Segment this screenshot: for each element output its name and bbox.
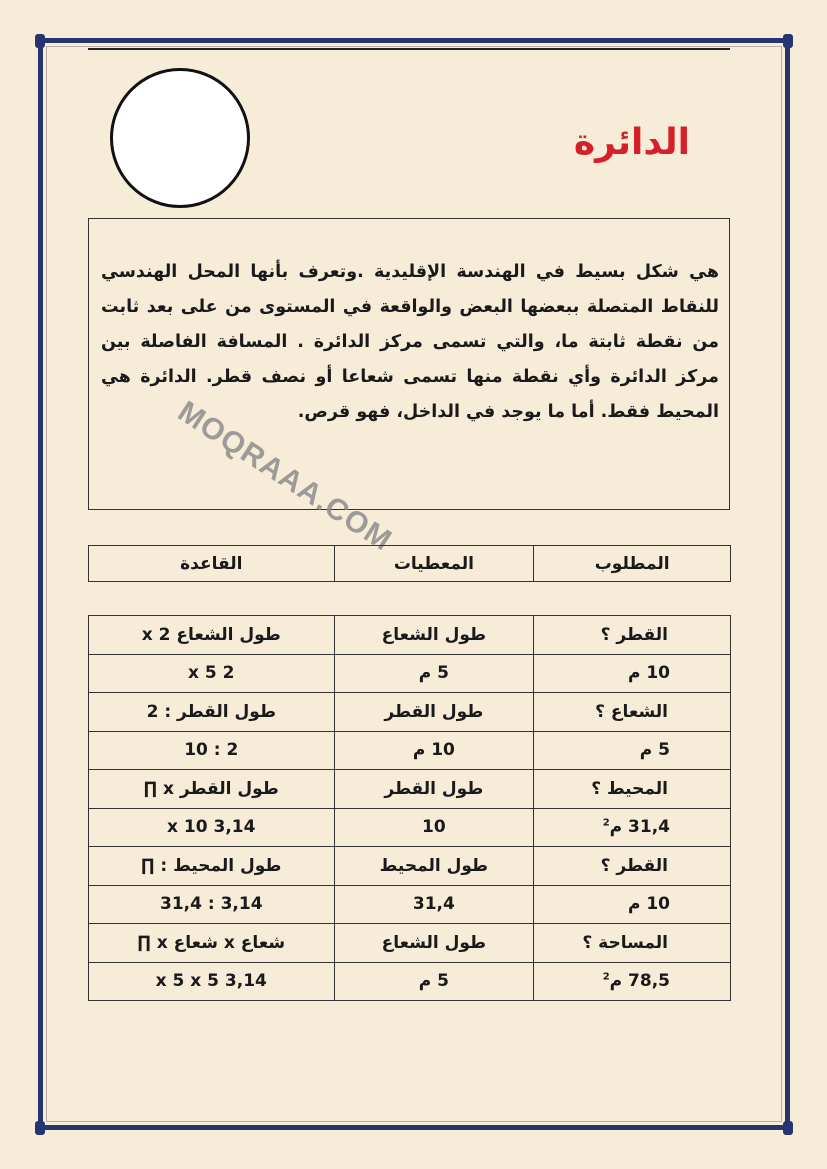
cell-rule: طول المحيط : ∏ — [89, 847, 335, 886]
table-header — [88, 545, 731, 582]
cell-rule: 3,14 x 10 — [89, 808, 335, 847]
header-row — [89, 546, 731, 582]
cell-required: القطر ؟ — [534, 616, 731, 655]
table-row — [89, 847, 731, 886]
cell-given: 5 م — [334, 654, 534, 693]
cell-required: 31,4 م$^2$ — [534, 808, 731, 847]
formula-table — [88, 615, 731, 1001]
table-row — [89, 885, 731, 924]
cell-given: طول المحيط — [334, 847, 534, 886]
table-row — [89, 924, 731, 963]
cell-rule: 3,14 : 31,4 — [89, 885, 335, 924]
cell-given: طول القطر — [334, 770, 534, 809]
cell-rule: شعاع x شعاع x ∏ — [89, 924, 335, 963]
corner-ornament — [35, 1121, 45, 1135]
unit-exponent: 2 — [602, 817, 610, 829]
watermark: MOQRAAA.COM — [172, 395, 398, 558]
cell-given: 10 م — [334, 731, 534, 770]
cell-rule: 2 x 5 — [89, 654, 335, 693]
table-row — [89, 616, 731, 655]
cell-rule: طول القطر : 2 — [89, 693, 335, 732]
cell-rule: طول الشعاع x 2 — [89, 616, 335, 655]
definition-box — [88, 218, 730, 510]
page-title: الدائرة — [573, 122, 690, 163]
cell-required: 10 م — [534, 885, 731, 924]
cell-required: القطر ؟ — [534, 847, 731, 886]
cell-required: 5 م — [534, 731, 731, 770]
table-row — [89, 770, 731, 809]
header-required: المطلوب — [534, 546, 731, 582]
circle-illustration — [110, 68, 250, 208]
cell-given: 5 م — [334, 962, 534, 1001]
cell-rule: طول القطر x ∏ — [89, 770, 335, 809]
cell-required: المساحة ؟ — [534, 924, 731, 963]
table-row — [89, 731, 731, 770]
cell-required: 10 م — [534, 654, 731, 693]
cell-required: المحيط ؟ — [534, 770, 731, 809]
cell-given: 10 — [334, 808, 534, 847]
cell-given: 31,4 — [334, 885, 534, 924]
corner-ornament — [35, 34, 45, 48]
definition-text: هي شكل بسيط في الهندسة الإقليدية .وتعرف بأنها المحل الهندسي للنقاط المتصلة ببعضها البعض والواقعة في المستوى من على بعد ثابت من نقطة ثابتة ما، والتي تسمى مركز الدائرة . المسافة الفاصلة بين مركز الدائرة وأي نقطة منها تسمى شعاعا أو نصف قطر. الدائرة هي المحيط فقط. أما ما يوجد في الداخل، فهو قرص. — [101, 262, 719, 422]
cell-given: طول القطر — [334, 693, 534, 732]
cell-given: طول الشعاع — [334, 616, 534, 655]
cell-rule: 2 : 10 — [89, 731, 335, 770]
corner-ornament — [783, 1121, 793, 1135]
unit-exponent: 2 — [602, 971, 610, 983]
table-row — [89, 693, 731, 732]
cell-required: 78,5 م$^2$ — [534, 962, 731, 1001]
header-given: المعطيات — [334, 546, 534, 582]
table-row — [89, 808, 731, 847]
cell-given: طول الشعاع — [334, 924, 534, 963]
table-row — [89, 654, 731, 693]
table-row — [89, 962, 731, 1001]
corner-ornament — [783, 34, 793, 48]
cell-rule: 3,14 x 5 x 5 — [89, 962, 335, 1001]
header-rule: القاعدة — [89, 546, 335, 582]
cell-required: الشعاع ؟ — [534, 693, 731, 732]
top-rule — [88, 48, 730, 50]
